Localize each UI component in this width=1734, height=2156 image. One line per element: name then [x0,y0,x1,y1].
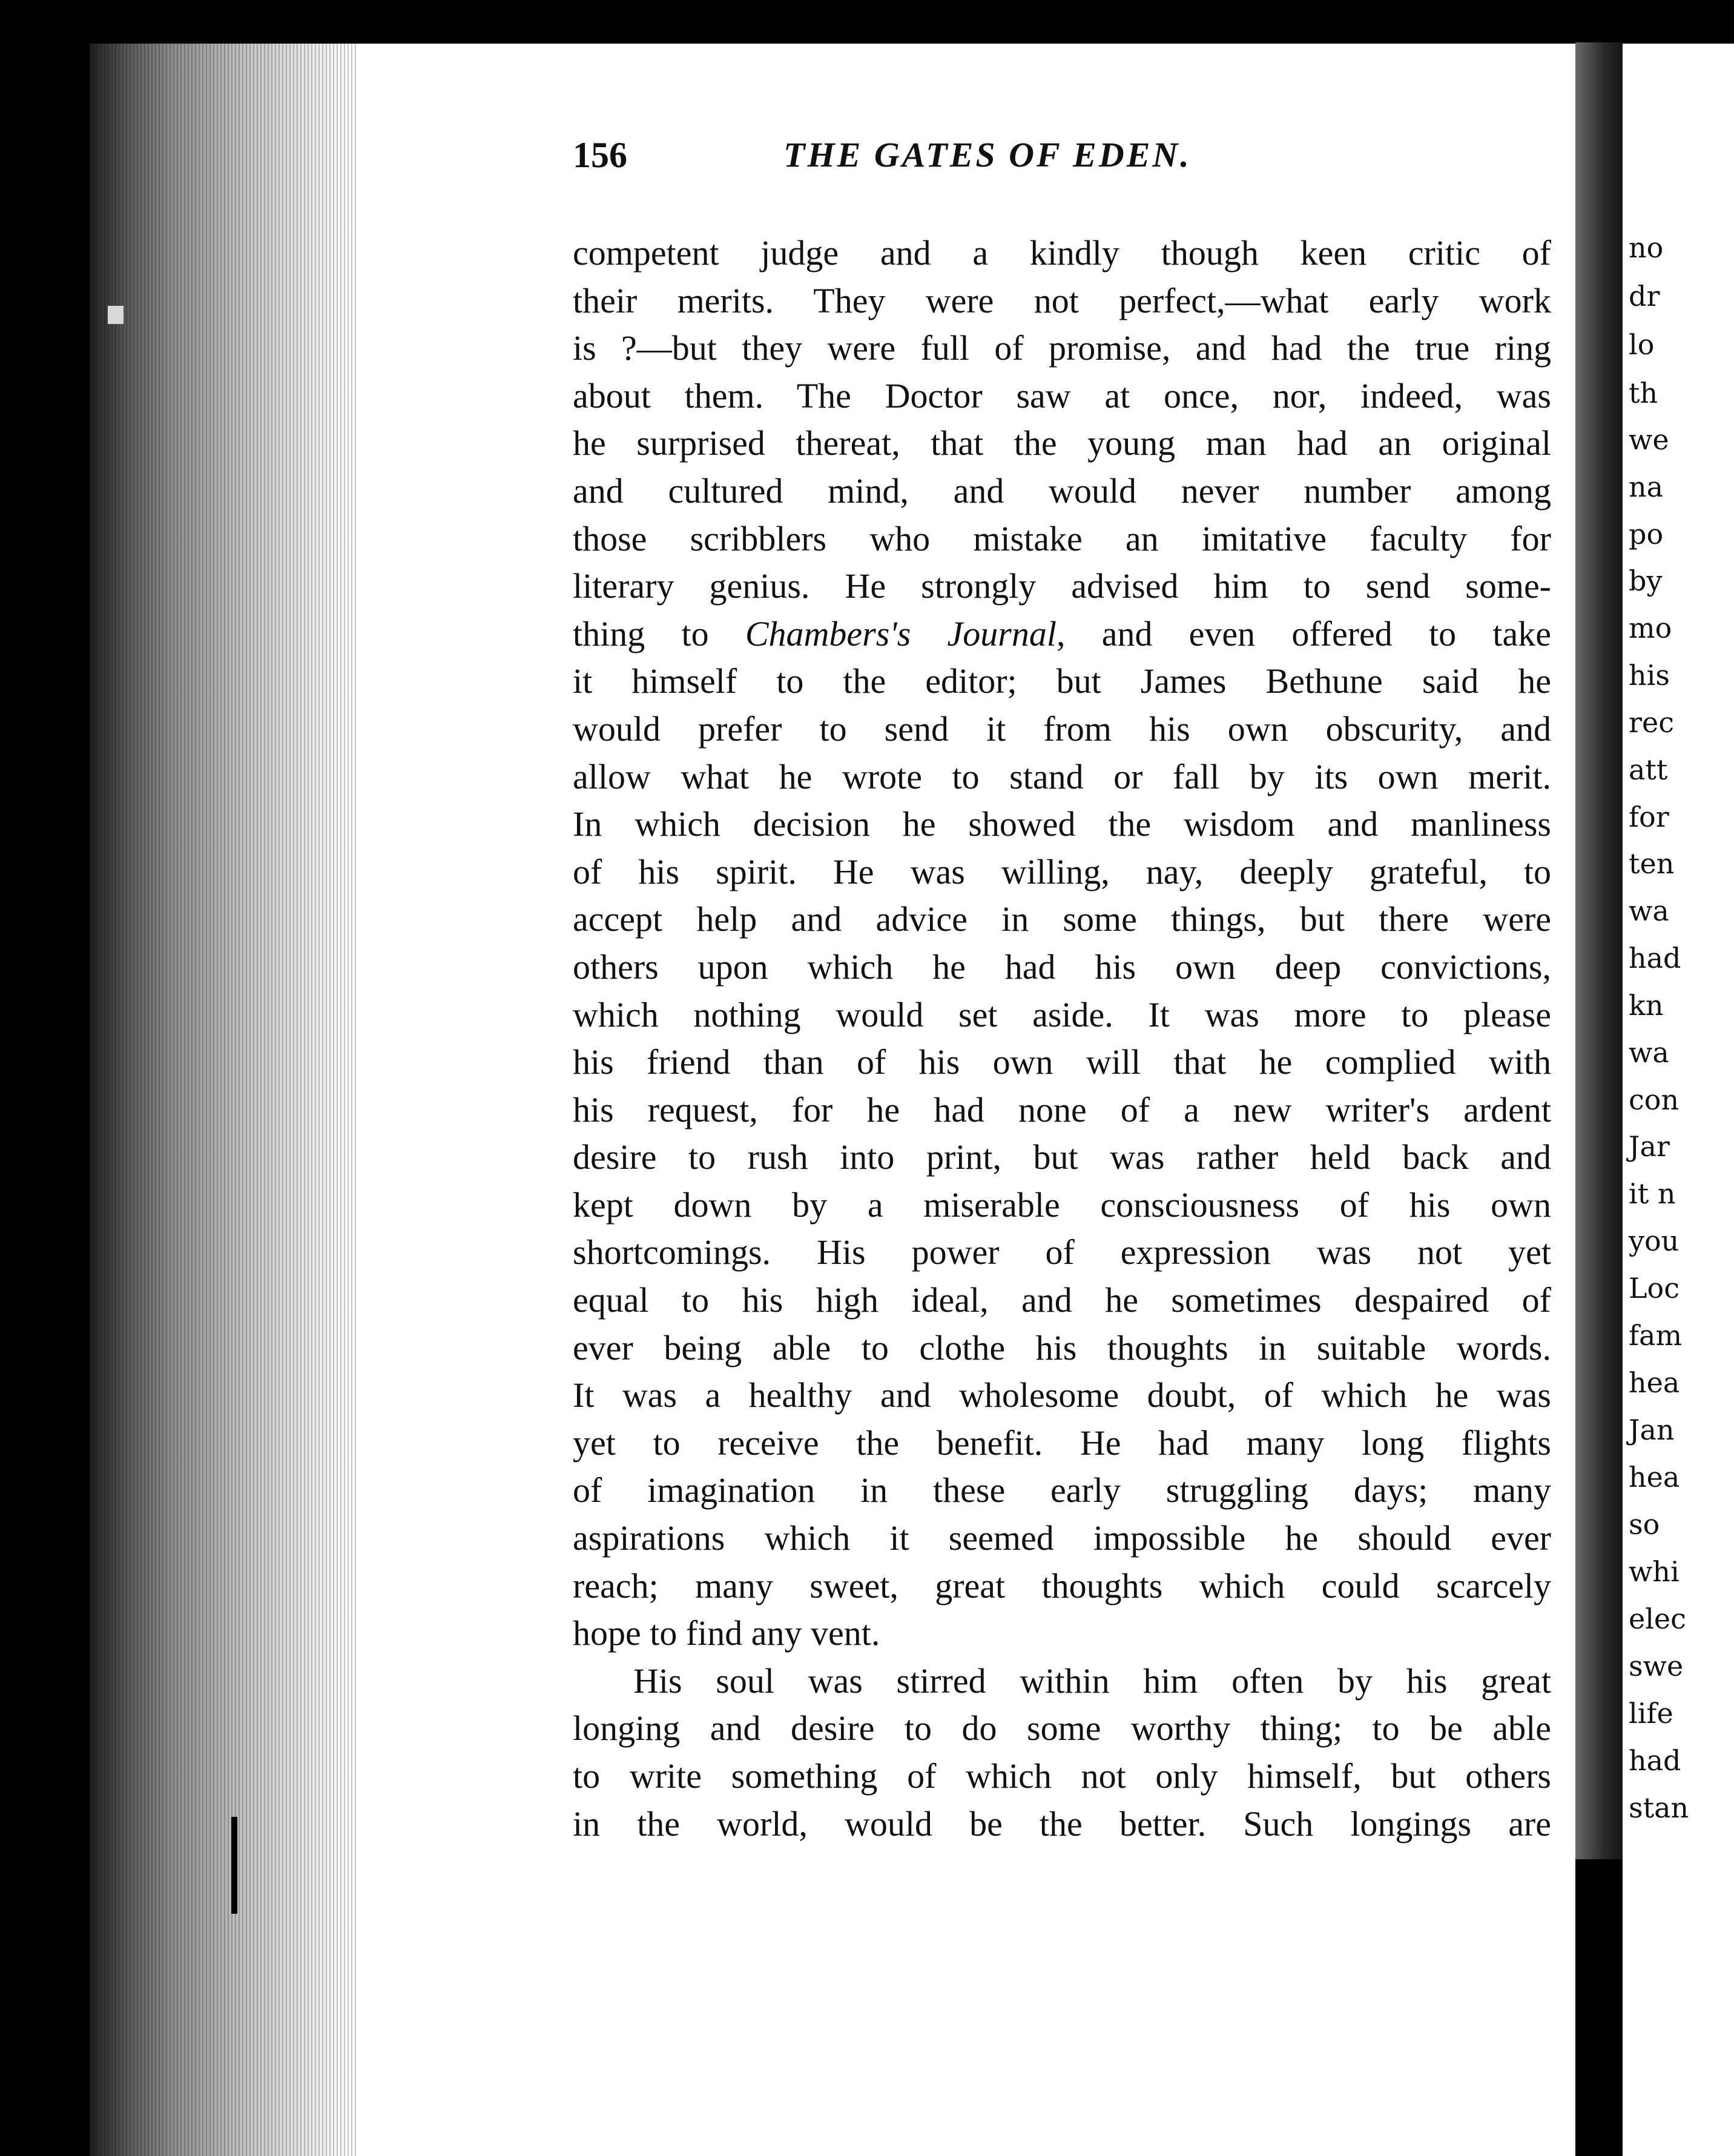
facing-page-fragment: dr [1629,280,1660,312]
text-line: ever being able to clothe his thoughts in suitable words. [573,1328,1551,1367]
text-line: their merits. They were not perfect,—what early work [573,280,1551,320]
text-line: about them. The Doctor saw at once, nor, indeed, was [573,375,1551,415]
text-line: competent judge and a kindly though keen critic of [573,233,1551,273]
text-line: reach; many sweet, great thoughts which could scarcely [573,1566,1551,1605]
facing-page-fragment: so [1629,1508,1660,1541]
facing-page-fragment: Jan [1629,1414,1675,1446]
facing-page-fragment: Jar [1629,1130,1670,1163]
facing-page-fragment: wa [1629,1036,1669,1069]
facing-page-fragment: hea [1629,1366,1680,1399]
text-line: would prefer to send it from his own obscurity, and [573,709,1551,749]
facing-page-fragment: ten [1629,847,1675,880]
book-page-edges [90,44,356,2156]
text-line: allow what he wrote to stand or fall by its own merit. [573,756,1551,796]
facing-page-fragment: had [1629,1744,1681,1777]
scanner-left-border [0,0,90,2156]
text-line: accept help and advice in some things, but there were [573,899,1551,939]
text-line: it himself to the editor; but James Bethune said he [573,661,1551,701]
binding-mark [231,1817,237,1914]
text-line: of imagination in these early struggling days; many [573,1470,1551,1510]
facing-page-fragment: stan [1629,1791,1689,1824]
text-line: In which decision he showed the wisdom and manliness [573,804,1551,844]
text-line: in the world, would be the better. Such longings are [573,1804,1551,1844]
facing-page-fragment: th [1629,377,1658,409]
text-line: thing to Chambers's Journal, and even offered to take [573,613,1551,653]
facing-page-fragment: con [1629,1083,1680,1116]
facing-page-fragment: life [1629,1697,1673,1730]
facing-page-fragment: swe [1629,1650,1684,1682]
facing-page-fragment: it n [1629,1177,1676,1210]
facing-page-fragment: we [1629,423,1669,456]
facing-page-fragment: hea [1629,1461,1680,1493]
facing-page-fragment: rec [1629,706,1674,739]
facing-page-fragment: kn [1629,989,1664,1022]
facing-page-fragment: no [1629,231,1664,264]
facing-page-fragment: for [1629,801,1669,833]
facing-page-fragment: wa [1629,894,1669,927]
book-gutter-shadow [1575,42,1623,1859]
text-line: which nothing would set aside. It was more to please [573,994,1551,1034]
text-line: of his spirit. He was willing, nay, deeply grateful, to [573,851,1551,891]
body-text [573,230,1551,1848]
text-line: equal to his high ideal, and he sometimes despaired of [573,1280,1551,1320]
text-line: aspirations which it seemed impossible he should ever [573,1518,1551,1558]
scanner-top-border [0,0,1734,44]
text-line: literary genius. He strongly advised him to send some- [573,566,1551,606]
text-line: to write something of which not only himself, but others [573,1756,1551,1796]
facing-page-fragment: lo [1629,328,1655,361]
facing-page-fragment: mo [1629,612,1672,644]
facing-page-fragment: had [1629,942,1681,974]
facing-page-strip [1623,44,1734,2156]
running-title: THE GATES OF EDEN. [783,135,1192,174]
text-line: hope to find any vent. [573,1613,880,1653]
text-line: His soul was stirred within him often by his great [633,1661,1551,1701]
text-line: yet to receive the benefit. He had many long flights [573,1423,1551,1463]
facing-page-fragment: fam [1629,1319,1683,1352]
text-line: others upon which he had his own deep convictions, [573,947,1551,987]
facing-page-fragment: whi [1629,1555,1680,1588]
text-line: his friend than of his own will that he complied with [573,1042,1551,1082]
page-number: 156 [573,135,627,175]
text-line: It was a healthy and wholesome doubt, of which he was [573,1375,1551,1415]
book-page [356,44,1575,2156]
text-line: those scribblers who mistake an imitative faculty for [573,518,1551,558]
facing-page-fragment: by [1629,564,1663,597]
margin-spot [108,306,124,324]
facing-page-fragment: elec [1629,1602,1686,1635]
text-line: kept down by a miserable consciousness of his own [573,1185,1551,1225]
text-line: shortcomings. His power of expression was not yet [573,1232,1551,1272]
page-header [573,134,1330,189]
text-line: longing and desire to do some worthy thing; to be able [573,1708,1551,1748]
facing-page-fragment: na [1629,471,1664,503]
facing-page-fragment: po [1629,518,1664,551]
facing-page-fragment: his [1629,659,1670,692]
text-line: his request, for he had none of a new writer's ardent [573,1090,1551,1129]
text-line: is ?—but they were full of promise, and had the true ring [573,328,1551,368]
facing-page-fragment: you [1629,1225,1680,1257]
text-line: desire to rush into print, but was rather held back and [573,1137,1551,1177]
text-line: and cultured mind, and would never number among [573,471,1551,511]
facing-page-fragment: Loc [1629,1272,1680,1305]
text-line: he surprised thereat, that the young man had an original [573,423,1551,463]
facing-page-fragment: att [1629,753,1668,786]
